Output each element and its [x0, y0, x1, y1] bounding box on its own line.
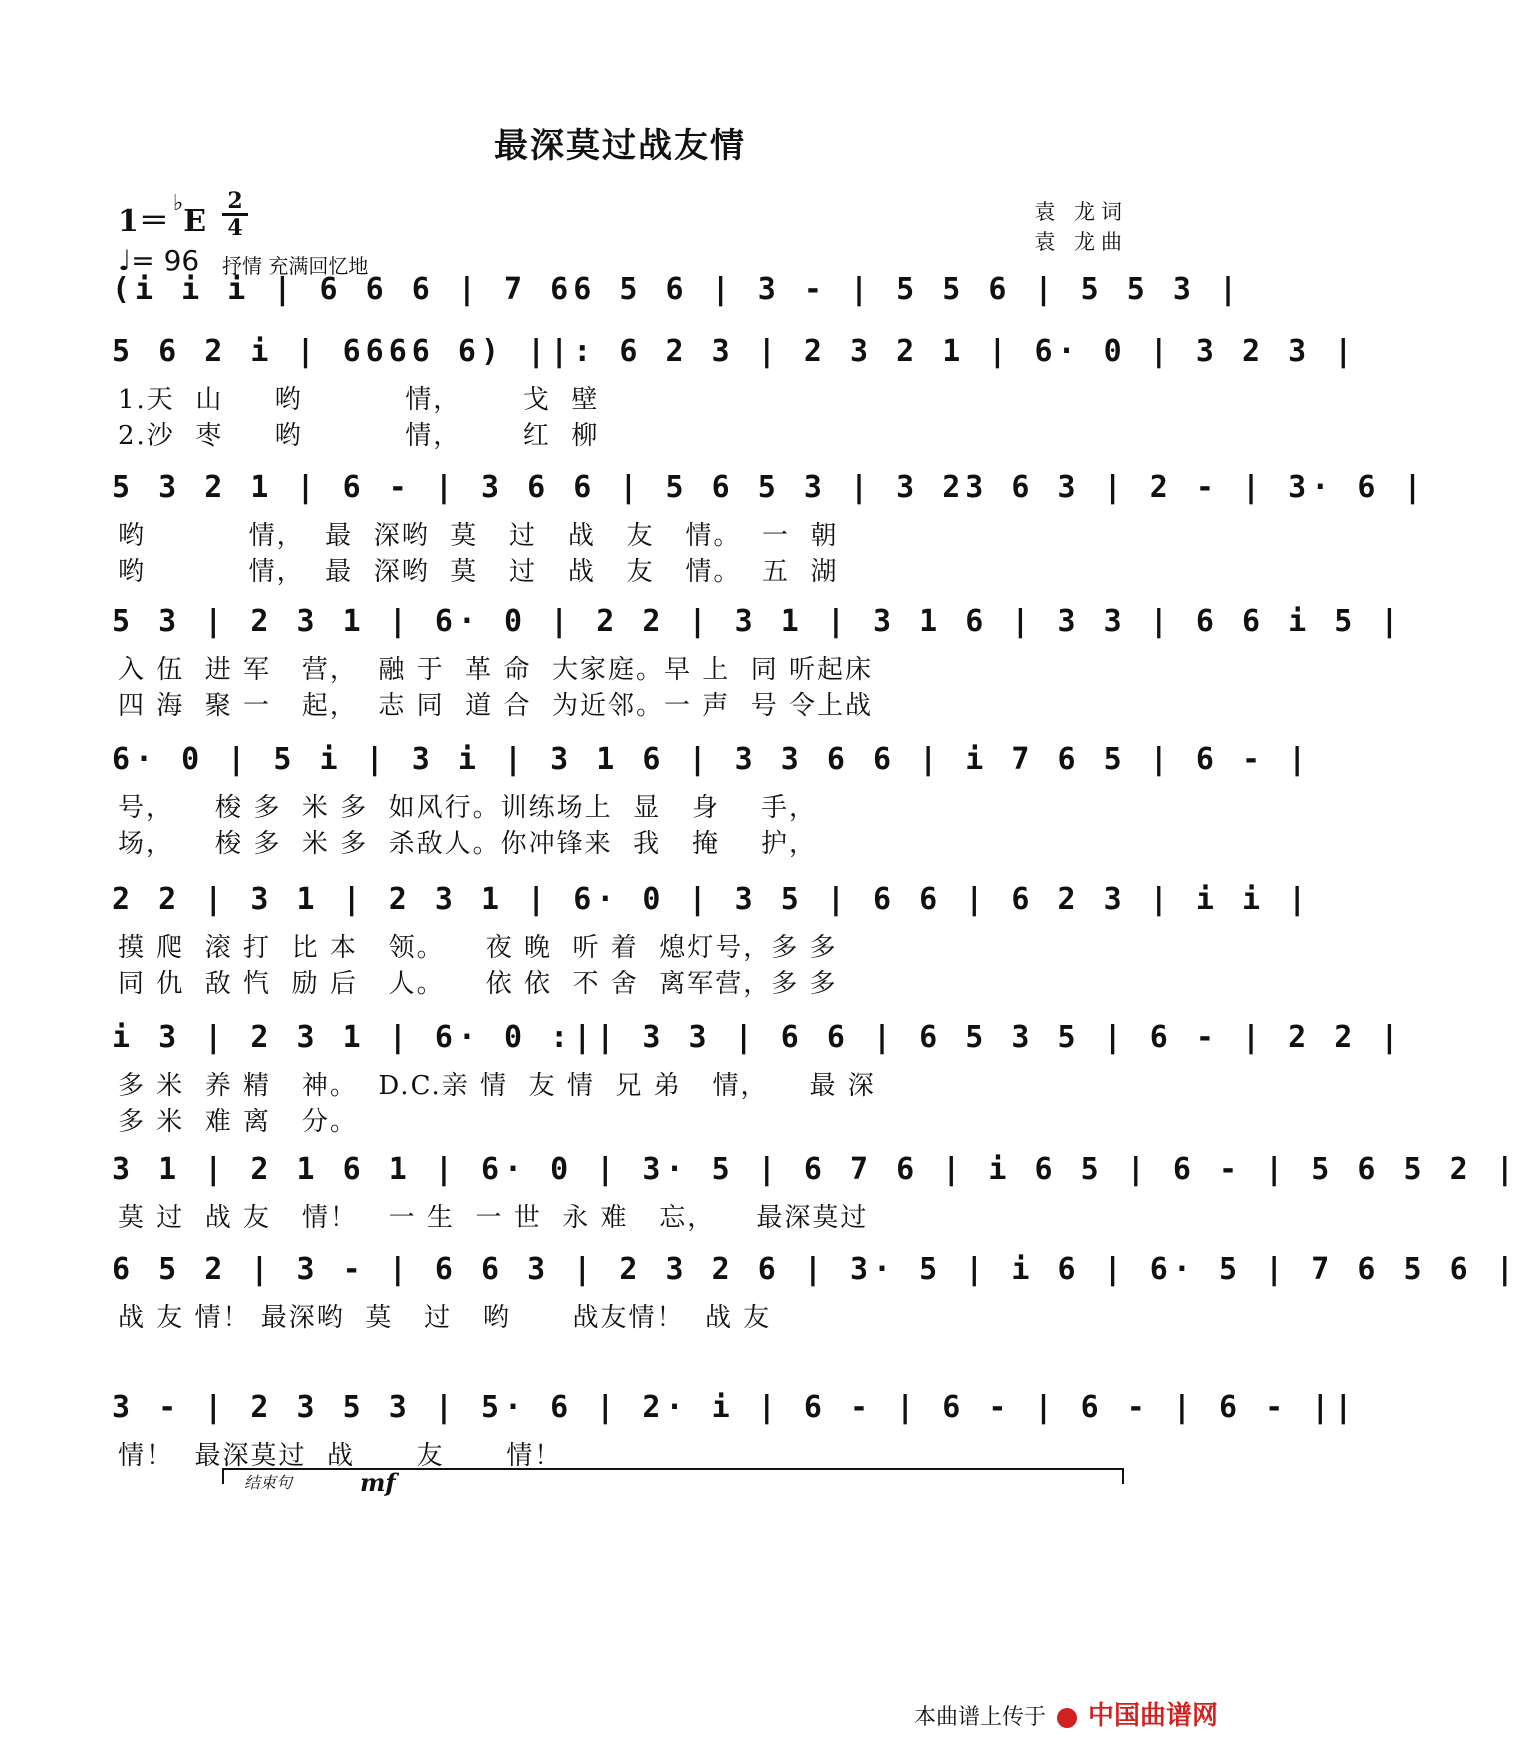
- notation-row: 6 5 2 | 3 - | 6 6 3 | 2 3 2 6 | 3· 5 | i 6 | 6· 5 | 7 6 5 6 |: [112, 1252, 1519, 1287]
- site-logo-icon: [1057, 1708, 1077, 1728]
- notation-row: (i i i | 6 6 6 | 7 66 5 6 | 3 - | 5 5 6 | 5 5 3 |: [112, 272, 1243, 307]
- tempo-marking: ♩= 96: [118, 244, 200, 277]
- lyric-line: 同 仇 敌 忾 励 后 人。 依 依 不 舍 离军营，多 多: [118, 969, 838, 999]
- notation-row: 6· 0 | 5 i | 3 i | 3 1 6 | 3 3 6 6 | i 7 6 5 | 6 - |: [112, 742, 1312, 777]
- notation-row: 3 - | 2 3 5 3 | 5· 6 | 2· i | 6 - | 6 - | 6 - | 6 - ||: [112, 1390, 1358, 1425]
- dynamic-marking: mf: [360, 1468, 396, 1497]
- time-signature: 2 4: [222, 190, 248, 239]
- notation-row: 2 2 | 3 1 | 2 3 1 | 6· 0 | 3 5 | 6 6 | 6 2 3 | i i |: [112, 882, 1312, 917]
- lyric-line: 多 米 养 精 神。 D.C.亲 情 友 情 兄 弟 情， 最 深: [118, 1071, 876, 1101]
- notation-row: 5 6 2 i | 6666 6) ||: 6 2 3 | 2 3 2 1 | 6· 0 | 3 2 3 |: [112, 334, 1358, 369]
- lyric-line: 哟 情， 最 深哟 莫 过 战 友 情。 一 朝: [118, 521, 839, 551]
- lyricist-credit: 袁 龙词: [1034, 200, 1128, 224]
- notation-row: 5 3 | 2 3 1 | 6· 0 | 2 2 | 3 1 | 3 1 6 | 3 3 | 6 6 i 5 |: [112, 604, 1404, 639]
- key-signature: 1＝♭E: [118, 190, 207, 239]
- lyric-line: 2.沙 枣 哟 情， 红 柳: [118, 421, 600, 451]
- notation-row: 5 3 2 1 | 6 - | 3 6 6 | 5 6 5 3 | 3 23 6 3 | 2 - | 3· 6 |: [112, 470, 1427, 505]
- lyric-line: 场， 梭 多 米 多 杀敌人。你冲锋来 我 掩 护，: [118, 829, 818, 859]
- lyric-line: 入 伍 进 军 营， 融 于 革 命 大家庭。早 上 同 听起床: [118, 655, 874, 685]
- notation-row: 3 1 | 2 1 6 1 | 6· 0 | 3· 5 | 6 7 6 | i 6 5 | 6 - | 5 6 5 2 |: [112, 1152, 1519, 1187]
- footer-text: 本曲谱上传于: [913, 1705, 1046, 1730]
- composer-credit: 袁 龙曲: [1034, 230, 1128, 254]
- lyric-line: 战 友 情！ 最深哟 莫 过 哟 战友情！ 战 友: [118, 1303, 772, 1333]
- lyric-line: 多 米 难 离 分。: [118, 1107, 358, 1137]
- footer: [914, 1695, 1218, 1732]
- coda-bracket: [222, 1468, 1124, 1484]
- footer-brand: 中国曲谱网: [1087, 1701, 1218, 1731]
- lyric-line: 情！ 最深莫过 战 友 情！: [118, 1441, 563, 1471]
- lyric-line: 哟 情， 最 深哟 莫 过 战 友 情。 五 湖: [118, 557, 839, 587]
- expression-marking: 抒情 充满回忆地: [222, 254, 369, 278]
- score-title: 最深莫过战友情: [494, 126, 746, 166]
- lyric-line: 莫 过 战 友 情！ 一 生 一 世 永 难 忘， 最深莫过: [118, 1203, 869, 1233]
- lyric-line: 四 海 聚 一 起， 志 同 道 合 为近邻。一 声 号 令上战: [118, 691, 874, 721]
- notation-row: i 3 | 2 3 1 | 6· 0 :|| 3 3 | 6 6 | 6 5 3 5 | 6 - | 2 2 |: [112, 1020, 1404, 1055]
- lyric-line: 号， 梭 多 米 多 如风行。训练场上 显 身 手，: [118, 793, 818, 823]
- lyric-line: 1.天 山 哟 情， 戈 壁: [118, 385, 600, 415]
- coda-label: 结束句: [244, 1473, 293, 1492]
- lyric-line: 摸 爬 滚 打 比 本 领。 夜 晚 听 着 熄灯号，多 多: [118, 933, 838, 963]
